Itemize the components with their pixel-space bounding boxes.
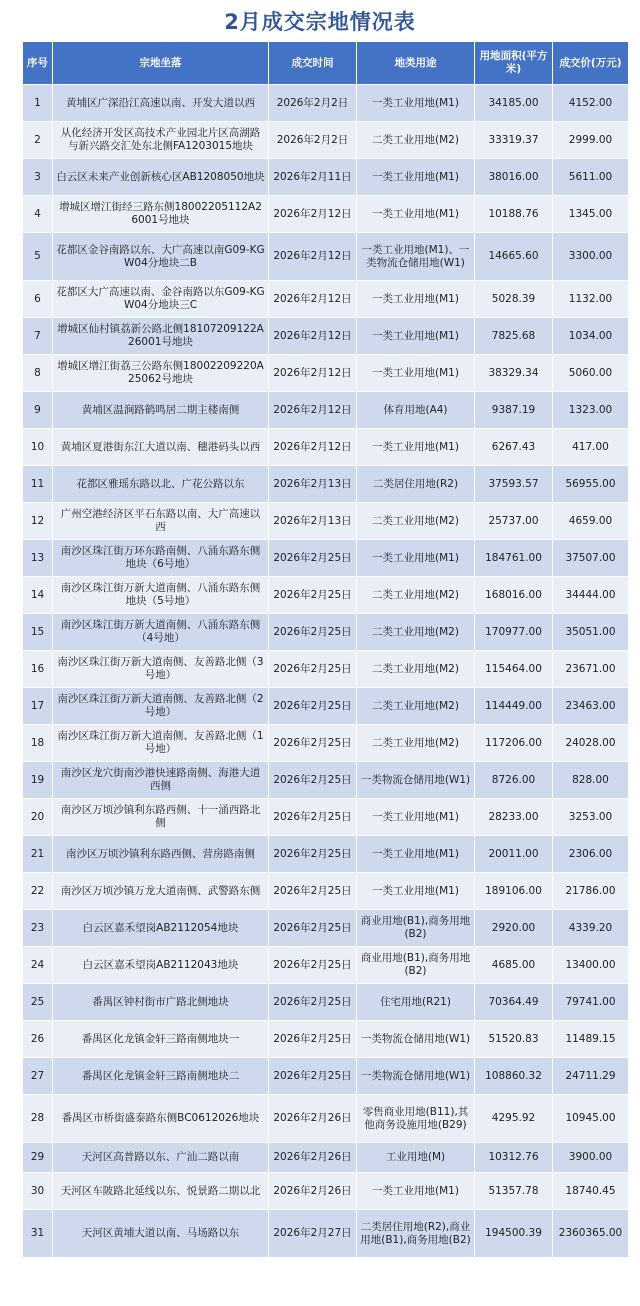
cell-location: 南沙区万顷沙镇万龙大道南侧、武警路东侧: [53, 873, 269, 910]
table-row: [23, 688, 629, 725]
cell-price: 23671.00: [553, 651, 629, 688]
cell-use: 一类工业用地(M1): [357, 159, 475, 196]
cell-price: 3300.00: [553, 233, 629, 281]
cell-area: 8726.00: [475, 762, 553, 799]
cell-price: 3900.00: [553, 1143, 629, 1173]
table-row: [23, 429, 629, 466]
table-row: [23, 1095, 629, 1143]
cell-price: 11489.15: [553, 1021, 629, 1058]
cell-location: 天河区车陂路北延线以东、悦景路二期以北: [53, 1173, 269, 1210]
cell-location: 白云区嘉禾望岗AB2112054地块: [53, 910, 269, 947]
cell-price: 79741.00: [553, 984, 629, 1021]
cell-location: 黄埔区广深沿江高速以南、开发大道以西: [53, 85, 269, 122]
table-row: [23, 1210, 629, 1258]
cell-no: 3: [23, 159, 53, 196]
cell-time: 2026年2月2日: [269, 122, 357, 159]
cell-location: 南沙区珠江街万环东路南侧、八涌东路东侧地块（6号地）: [53, 540, 269, 577]
page-title: 2月成交宗地情况表: [224, 10, 416, 34]
table-row: [23, 1143, 629, 1173]
cell-time: 2026年2月13日: [269, 466, 357, 503]
cell-time: 2026年2月25日: [269, 873, 357, 910]
cell-area: 10188.76: [475, 196, 553, 233]
cell-time: 2026年2月2日: [269, 85, 357, 122]
cell-price: 5060.00: [553, 355, 629, 392]
cell-no: 5: [23, 233, 53, 281]
cell-location: 番禺区市桥街盛泰路东侧BC0612026地块: [53, 1095, 269, 1143]
table-row: [23, 355, 629, 392]
cell-price: 1132.00: [553, 281, 629, 318]
cell-location: 南沙区珠江街万新大道南侧、八涌东路东侧地块（5号地）: [53, 577, 269, 614]
table-row: [23, 503, 629, 540]
cell-use: 一类物流仓储用地(W1): [357, 1021, 475, 1058]
cell-no: 8: [23, 355, 53, 392]
cell-location: 黄埔区夏港街东江大道以南、穗港码头以西: [53, 429, 269, 466]
cell-use: 一类工业用地(M1): [357, 429, 475, 466]
cell-price: 2306.00: [553, 836, 629, 873]
cell-price: 1034.00: [553, 318, 629, 355]
cell-no: 15: [23, 614, 53, 651]
header-location: 宗地坐落: [53, 42, 269, 85]
cell-price: 3253.00: [553, 799, 629, 836]
cell-time: 2026年2月12日: [269, 318, 357, 355]
cell-location: 南沙区万顷沙镇利东路西侧、十一涌西路北侧: [53, 799, 269, 836]
table-header-row: [23, 42, 629, 85]
cell-area: 4295.92: [475, 1095, 553, 1143]
cell-time: 2026年2月26日: [269, 1143, 357, 1173]
cell-price: 21786.00: [553, 873, 629, 910]
cell-use: 一类物流仓储用地(W1): [357, 762, 475, 799]
cell-time: 2026年2月25日: [269, 762, 357, 799]
cell-price: 35051.00: [553, 614, 629, 651]
cell-price: 4659.00: [553, 503, 629, 540]
cell-use: 二类工业用地(M2): [357, 688, 475, 725]
cell-no: 16: [23, 651, 53, 688]
cell-time: 2026年2月12日: [269, 429, 357, 466]
cell-price: 56955.00: [553, 466, 629, 503]
cell-no: 28: [23, 1095, 53, 1143]
table-row: [23, 1173, 629, 1210]
table-row: [23, 1021, 629, 1058]
cell-use: 二类工业用地(M2): [357, 577, 475, 614]
cell-use: 工业用地(M): [357, 1143, 475, 1173]
cell-no: 2: [23, 122, 53, 159]
cell-price: 24711.29: [553, 1058, 629, 1095]
cell-time: 2026年2月25日: [269, 947, 357, 984]
table-row: [23, 947, 629, 984]
header-no: 序号: [23, 42, 53, 85]
cell-location: 黄埔区温涧路鹤鸣居二期主楼南侧: [53, 392, 269, 429]
header-use: 地类用途: [357, 42, 475, 85]
table-row: [23, 836, 629, 873]
cell-location: 白云区嘉禾望岗AB2112043地块: [53, 947, 269, 984]
cell-time: 2026年2月12日: [269, 392, 357, 429]
cell-area: 108860.32: [475, 1058, 553, 1095]
cell-price: 828.00: [553, 762, 629, 799]
cell-area: 70364.49: [475, 984, 553, 1021]
cell-use: 体育用地(A4): [357, 392, 475, 429]
cell-use: 一类工业用地(M1): [357, 355, 475, 392]
cell-use: 住宅用地(R21): [357, 984, 475, 1021]
cell-area: 170977.00: [475, 614, 553, 651]
cell-location: 南沙区龙穴街南沙港快速路南侧、海港大道西侧: [53, 762, 269, 799]
table-row: [23, 196, 629, 233]
cell-price: 37507.00: [553, 540, 629, 577]
table-row: [23, 318, 629, 355]
cell-area: 33319.37: [475, 122, 553, 159]
cell-no: 14: [23, 577, 53, 614]
cell-location: 南沙区珠江街万新大道南侧、八涌东路东侧（4号地）: [53, 614, 269, 651]
cell-location: 增城区仙村镇荔新公路北侧18107209122A26001号地块: [53, 318, 269, 355]
cell-location: 增城区增江街荔三公路东侧18002209220A25062号地块: [53, 355, 269, 392]
cell-time: 2026年2月25日: [269, 725, 357, 762]
cell-area: 4685.00: [475, 947, 553, 984]
cell-use: 一类工业用地(M1): [357, 318, 475, 355]
cell-price: 13400.00: [553, 947, 629, 984]
cell-location: 花都区金谷南路以东、大广高速以南G09-KGW04分地块二B: [53, 233, 269, 281]
cell-no: 17: [23, 688, 53, 725]
cell-price: 10945.00: [553, 1095, 629, 1143]
cell-use: 二类居住用地(R2): [357, 466, 475, 503]
cell-area: 20011.00: [475, 836, 553, 873]
cell-no: 12: [23, 503, 53, 540]
cell-time: 2026年2月25日: [269, 540, 357, 577]
cell-use: 二类工业用地(M2): [357, 651, 475, 688]
cell-location: 南沙区珠江街万新大道南侧、友善路北侧（3号地）: [53, 651, 269, 688]
cell-time: 2026年2月25日: [269, 1021, 357, 1058]
cell-use: 商业用地(B1),商务用地(B2): [357, 910, 475, 947]
cell-use: 一类工业用地(M1): [357, 799, 475, 836]
cell-location: 从化经济开发区高技术产业园北片区高湖路与新兴路交汇处东北侧FA1203015地块: [53, 122, 269, 159]
cell-use: 二类工业用地(M2): [357, 614, 475, 651]
header-price: 成交价(万元): [553, 42, 629, 85]
table-row: [23, 1058, 629, 1095]
cell-use: 零售商业用地(B11),其他商务设施用地(B29): [357, 1095, 475, 1143]
cell-no: 7: [23, 318, 53, 355]
cell-area: 51520.83: [475, 1021, 553, 1058]
table-row: [23, 281, 629, 318]
cell-time: 2026年2月11日: [269, 159, 357, 196]
cell-no: 20: [23, 799, 53, 836]
cell-area: 38016.00: [475, 159, 553, 196]
table-row: [23, 910, 629, 947]
cell-no: 30: [23, 1173, 53, 1210]
table-row: [23, 614, 629, 651]
cell-location: 南沙区珠江街万新大道南侧、友善路北侧（2号地）: [53, 688, 269, 725]
cell-no: 1: [23, 85, 53, 122]
cell-price: 24028.00: [553, 725, 629, 762]
cell-use: 一类工业用地(M1): [357, 836, 475, 873]
cell-time: 2026年2月12日: [269, 233, 357, 281]
cell-no: 21: [23, 836, 53, 873]
cell-no: 27: [23, 1058, 53, 1095]
header-time: 成交时间: [269, 42, 357, 85]
cell-price: 1323.00: [553, 392, 629, 429]
cell-price: 23463.00: [553, 688, 629, 725]
table-row: [23, 540, 629, 577]
cell-time: 2026年2月12日: [269, 355, 357, 392]
cell-no: 19: [23, 762, 53, 799]
cell-area: 9387.19: [475, 392, 553, 429]
cell-area: 38329.34: [475, 355, 553, 392]
cell-location: 番禺区化龙镇金轩三路南侧地块一: [53, 1021, 269, 1058]
cell-no: 24: [23, 947, 53, 984]
cell-location: 花都区雅瑶东路以北、广花公路以东: [53, 466, 269, 503]
cell-area: 168016.00: [475, 577, 553, 614]
cell-area: 37593.57: [475, 466, 553, 503]
cell-area: 7825.68: [475, 318, 553, 355]
cell-no: 11: [23, 466, 53, 503]
table-row: [23, 85, 629, 122]
land-transaction-table: [22, 41, 629, 1258]
cell-time: 2026年2月25日: [269, 577, 357, 614]
cell-area: 184761.00: [475, 540, 553, 577]
cell-use: 一类工业用地(M1): [357, 196, 475, 233]
cell-no: 4: [23, 196, 53, 233]
table-row: [23, 466, 629, 503]
table-row: [23, 984, 629, 1021]
table-body: [23, 85, 629, 1258]
cell-use: 一类工业用地(M1): [357, 85, 475, 122]
cell-location: 花都区大广高速以南、金谷南路以东G09-KGW04分地块三C: [53, 281, 269, 318]
cell-no: 9: [23, 392, 53, 429]
cell-time: 2026年2月27日: [269, 1210, 357, 1258]
cell-area: 194500.39: [475, 1210, 553, 1258]
table-row: [23, 159, 629, 196]
cell-price: 2360365.00: [553, 1210, 629, 1258]
cell-time: 2026年2月12日: [269, 281, 357, 318]
cell-use: 一类物流仓储用地(W1): [357, 1058, 475, 1095]
cell-price: 5611.00: [553, 159, 629, 196]
header-area: 用地面积(平方米): [475, 42, 553, 85]
cell-use: 二类工业用地(M2): [357, 725, 475, 762]
cell-price: 34444.00: [553, 577, 629, 614]
cell-time: 2026年2月25日: [269, 651, 357, 688]
cell-location: 广州空港经济区平石东路以南、大广高速以西: [53, 503, 269, 540]
table-row: [23, 233, 629, 281]
cell-no: 6: [23, 281, 53, 318]
cell-time: 2026年2月12日: [269, 196, 357, 233]
cell-area: 117206.00: [475, 725, 553, 762]
cell-location: 白云区未来产业创新核心区AB1208050地块: [53, 159, 269, 196]
cell-area: 14665.60: [475, 233, 553, 281]
cell-price: 4152.00: [553, 85, 629, 122]
cell-use: 二类工业用地(M2): [357, 122, 475, 159]
cell-time: 2026年2月25日: [269, 688, 357, 725]
cell-use: 一类工业用地(M1): [357, 281, 475, 318]
cell-time: 2026年2月13日: [269, 503, 357, 540]
cell-area: 28233.00: [475, 799, 553, 836]
cell-area: 25737.00: [475, 503, 553, 540]
table-row: [23, 799, 629, 836]
cell-location: 番禺区化龙镇金轩三路南侧地块二: [53, 1058, 269, 1095]
cell-time: 2026年2月26日: [269, 1095, 357, 1143]
table-row: [23, 577, 629, 614]
cell-area: 2920.00: [475, 910, 553, 947]
cell-use: 一类工业用地(M1): [357, 540, 475, 577]
cell-area: 114449.00: [475, 688, 553, 725]
cell-no: 22: [23, 873, 53, 910]
cell-time: 2026年2月25日: [269, 1058, 357, 1095]
cell-area: 115464.00: [475, 651, 553, 688]
cell-price: 2999.00: [553, 122, 629, 159]
table-row: [23, 725, 629, 762]
cell-price: 4339.20: [553, 910, 629, 947]
cell-no: 13: [23, 540, 53, 577]
table-row: [23, 651, 629, 688]
cell-time: 2026年2月26日: [269, 1173, 357, 1210]
cell-price: 1345.00: [553, 196, 629, 233]
cell-use: 二类工业用地(M2): [357, 503, 475, 540]
cell-price: 18740.45: [553, 1173, 629, 1210]
cell-time: 2026年2月25日: [269, 984, 357, 1021]
cell-use: 一类工业用地(M1): [357, 1173, 475, 1210]
cell-time: 2026年2月25日: [269, 799, 357, 836]
cell-area: 10312.76: [475, 1143, 553, 1173]
table-row: [23, 873, 629, 910]
table-row: [23, 392, 629, 429]
cell-time: 2026年2月25日: [269, 910, 357, 947]
cell-use: 商业用地(B1),商务用地(B2): [357, 947, 475, 984]
cell-area: 5028.39: [475, 281, 553, 318]
cell-location: 南沙区万顷沙镇利东路西侧、营房路南侧: [53, 836, 269, 873]
cell-no: 25: [23, 984, 53, 1021]
cell-use: 一类工业用地(M1): [357, 873, 475, 910]
cell-area: 6267.43: [475, 429, 553, 466]
cell-no: 23: [23, 910, 53, 947]
table-row: [23, 122, 629, 159]
cell-use: 二类居住用地(R2),商业用地(B1),商务用地(B2): [357, 1210, 475, 1258]
cell-use: 一类工业用地(M1)、一类物流仓储用地(W1): [357, 233, 475, 281]
cell-no: 31: [23, 1210, 53, 1258]
cell-location: 天河区高普路以东、广汕二路以南: [53, 1143, 269, 1173]
table-row: [23, 762, 629, 799]
cell-location: 南沙区珠江街万新大道南侧、友善路北侧（1号地）: [53, 725, 269, 762]
cell-no: 10: [23, 429, 53, 466]
cell-time: 2026年2月25日: [269, 614, 357, 651]
cell-location: 番禺区钟村街市广路北侧地块: [53, 984, 269, 1021]
cell-no: 18: [23, 725, 53, 762]
cell-time: 2026年2月25日: [269, 836, 357, 873]
cell-price: 417.00: [553, 429, 629, 466]
cell-no: 26: [23, 1021, 53, 1058]
cell-area: 51357.78: [475, 1173, 553, 1210]
cell-no: 29: [23, 1143, 53, 1173]
cell-area: 189106.00: [475, 873, 553, 910]
cell-location: 天河区黄埔大道以南、马场路以东: [53, 1210, 269, 1258]
cell-location: 增城区增江街经三路东侧18002205112A26001号地块: [53, 196, 269, 233]
cell-area: 34185.00: [475, 85, 553, 122]
